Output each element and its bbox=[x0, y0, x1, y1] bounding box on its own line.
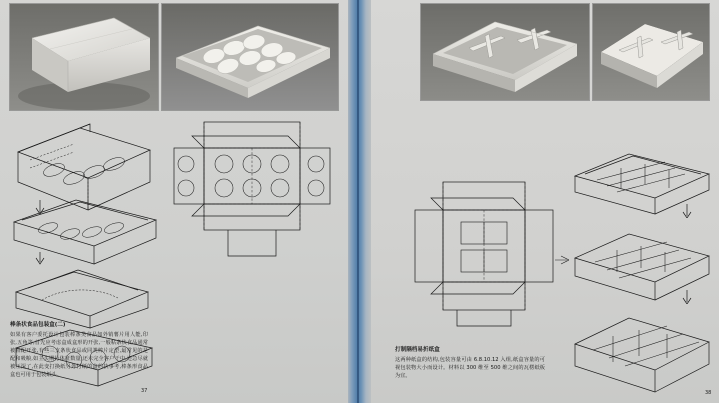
partition-box-detail-photo bbox=[593, 4, 709, 100]
right-page-caption bbox=[395, 346, 545, 380]
left-caption-body: 如果有客户委托设计包装棒条类食品如外销薯片用人能,印张,五角等,首先应考虑盒成盒形的开张,一般粘条状食品通常被相配开张,有些三支条状食品或同类棒片定型,最常见的是配和吸粮,如主头期行体征数量,还未完全客户干中,还急尽就被压深了,在此变打换纸另外付纸的盒的执事考,棒条形食品盒也可用于包装纸头。 bbox=[10, 331, 148, 378]
left-page bbox=[0, 0, 348, 403]
partition-box-open-photo bbox=[421, 4, 589, 100]
right-caption-title: 打制隔档易折纸盒 bbox=[395, 347, 440, 353]
carton-inner-tray bbox=[8, 196, 164, 266]
right-page bbox=[371, 0, 719, 403]
right-caption-body: 这两种纸盒的结构,包装容量可由 6.8.10.12 入组,纸盒容量的可视包装物大小而设计。材料以 300 维至 500 维之间的瓦楞纸板为宜。 bbox=[395, 356, 545, 379]
carton-dieline bbox=[168, 116, 340, 266]
partition-assembly-step-1 bbox=[567, 148, 717, 218]
partition-assembly-step-2 bbox=[567, 228, 717, 304]
left-page-caption bbox=[10, 321, 148, 379]
book-gutter bbox=[348, 0, 371, 403]
open-carton-with-snacks-photo bbox=[162, 4, 338, 110]
partition-dieline bbox=[399, 160, 569, 330]
closed-carton-photo bbox=[10, 4, 158, 110]
partition-finished-box bbox=[567, 312, 717, 396]
left-caption-title: 棒条状食品包装盒(二) bbox=[10, 322, 66, 328]
right-page-number: 38 bbox=[705, 390, 712, 396]
left-page-number: 37 bbox=[141, 388, 148, 394]
